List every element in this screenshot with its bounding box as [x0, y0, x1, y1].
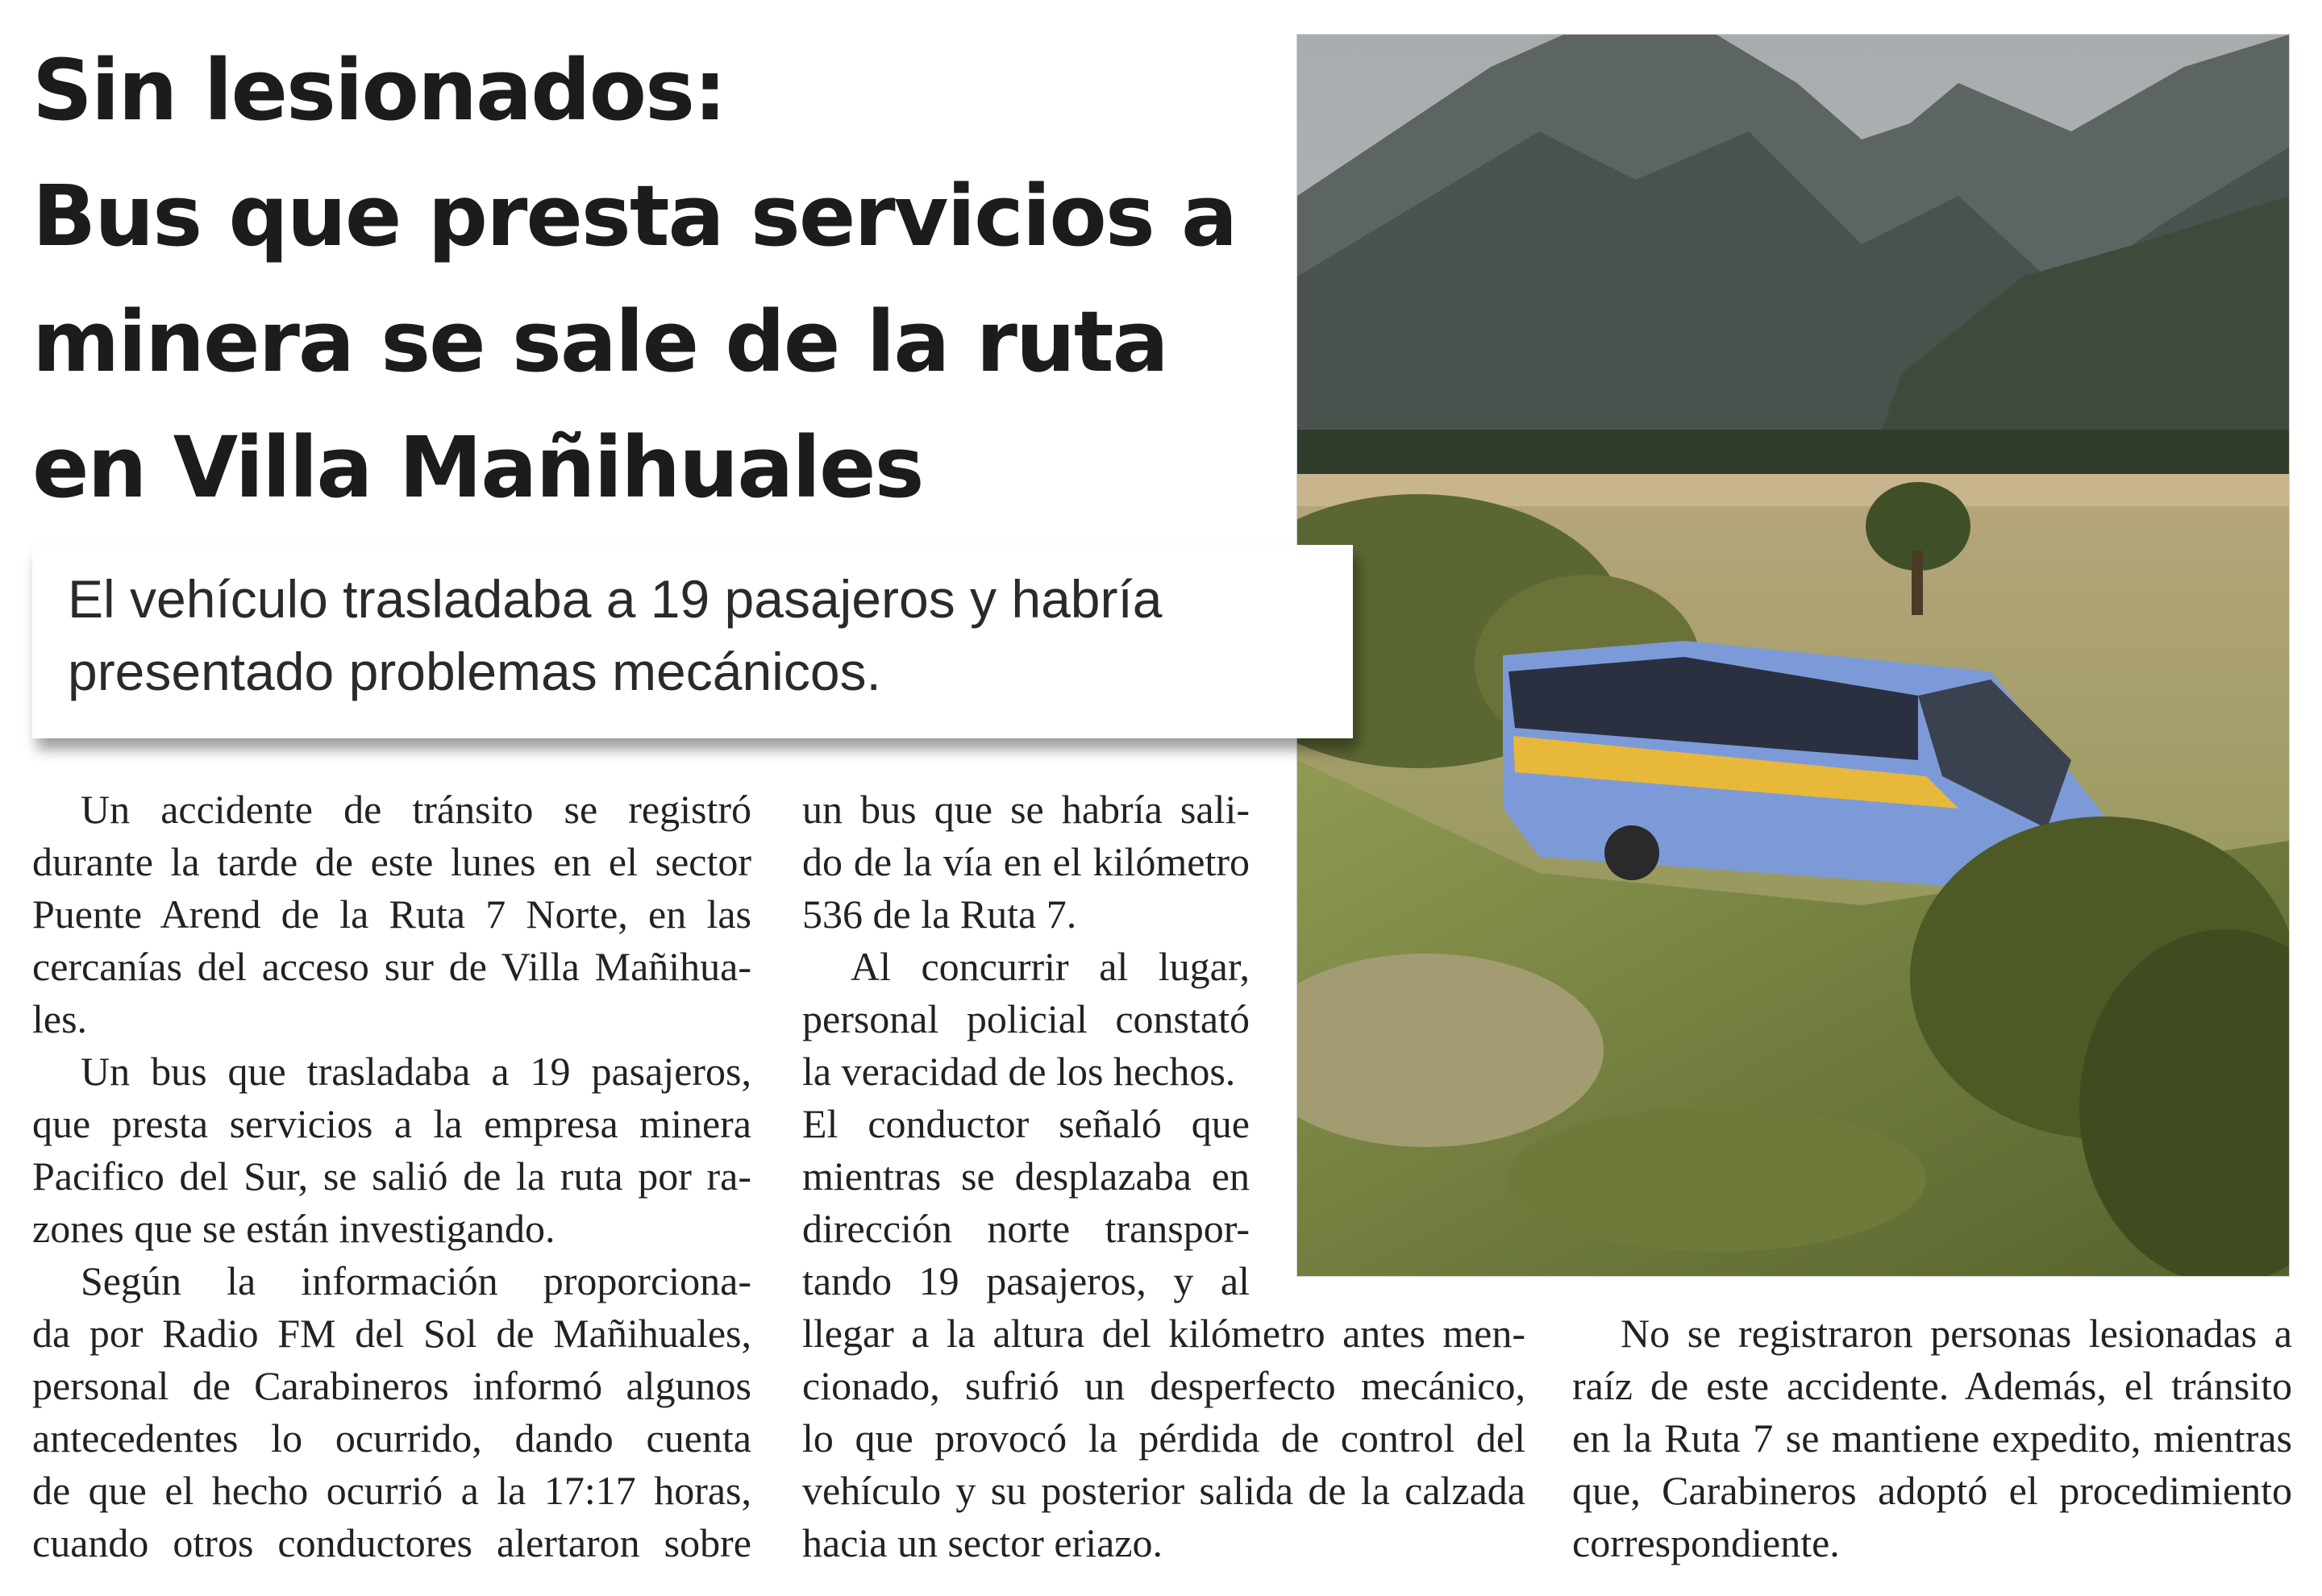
body-line: Al concurrir al lugar, [851, 944, 1250, 989]
body-line: hacia un sector eriazo. [802, 1520, 1163, 1565]
body-line: No se registraron personas lesionadas a [1621, 1311, 2292, 1356]
body-line: El conductor señaló que [802, 1101, 1250, 1146]
body-line: correspondiente. [1572, 1520, 1840, 1565]
subtitle-line: presentado problemas mecánicos. [68, 642, 881, 701]
body-line: un bus que se habría sali- [802, 787, 1250, 832]
body-line: Según la información proporciona- [81, 1258, 751, 1303]
article-photo [1296, 34, 2290, 1277]
body-line: Pacifico del Sur, se salió de la ruta por ra- [32, 1153, 751, 1199]
headline-line: Bus que presta servicios a [32, 167, 1237, 265]
body-line: que, Carabineros adoptó el procedimiento [1572, 1468, 2292, 1513]
body-line: Un bus que trasladaba a 19 pasajeros, [81, 1049, 751, 1094]
body-line: lo que provocó la pérdida de control del [802, 1415, 1525, 1461]
body-line: que presta servicios a la empresa minera [32, 1101, 751, 1146]
body-line: personal policial constató [802, 996, 1250, 1041]
body-line: vehículo y su posterior salida de la calzada [802, 1468, 1525, 1513]
body-line: llegar a la altura del kilómetro antes men- [802, 1311, 1525, 1356]
body-line: dirección norte transpor- [802, 1206, 1250, 1251]
body-line: zones que se están investigando. [32, 1206, 556, 1251]
subtitle-line: El vehículo trasladaba a 19 pasajeros y habría [68, 569, 1163, 629]
headline [32, 27, 1274, 530]
body-line: Puente Arend de la Ruta 7 Norte, en las [32, 892, 751, 937]
body-line: les. [32, 996, 88, 1041]
body-line: cionado, sufrió un desperfecto mecánico, [802, 1363, 1525, 1408]
headline-line: en Villa Mañihuales [32, 418, 923, 517]
body-line: de que el hecho ocurrió a la 17:17 horas, [32, 1468, 751, 1513]
blue-bus-off-road-icon [1297, 35, 2289, 1276]
body-line: antecedentes lo ocurrido, dando cuenta [32, 1415, 751, 1461]
body-line: raíz de este accidente. Además, el tránsito [1572, 1363, 2292, 1408]
headline-line: Sin lesionados: [32, 41, 726, 139]
body-line: personal de Carabineros informó algunos [32, 1363, 751, 1408]
body-line: tando 19 pasajeros, y al [802, 1258, 1250, 1303]
subtitle-box [32, 545, 1353, 738]
body-line: da por Radio FM del Sol de Mañihuales, [32, 1311, 751, 1356]
headline-line: minera se sale de la ruta [32, 293, 1167, 391]
body-line: en la Ruta 7 se mantiene expedito, mientras [1572, 1415, 2292, 1461]
body-line: la veracidad de los hechos. [802, 1049, 1236, 1094]
body-line: cuando otros conductores alertaron sobre [32, 1520, 751, 1565]
body-line: Un accidente de tránsito se registró [81, 787, 751, 832]
body-line: durante la tarde de este lunes en el sector [32, 839, 751, 884]
body-line: cercanías del acceso sur de Villa Mañihua- [32, 944, 751, 989]
body-line: 536 de la Ruta 7. [802, 892, 1077, 937]
body-line: mientras se desplazaba en [802, 1153, 1250, 1199]
body-line: do de la vía en el kilómetro [802, 839, 1250, 884]
